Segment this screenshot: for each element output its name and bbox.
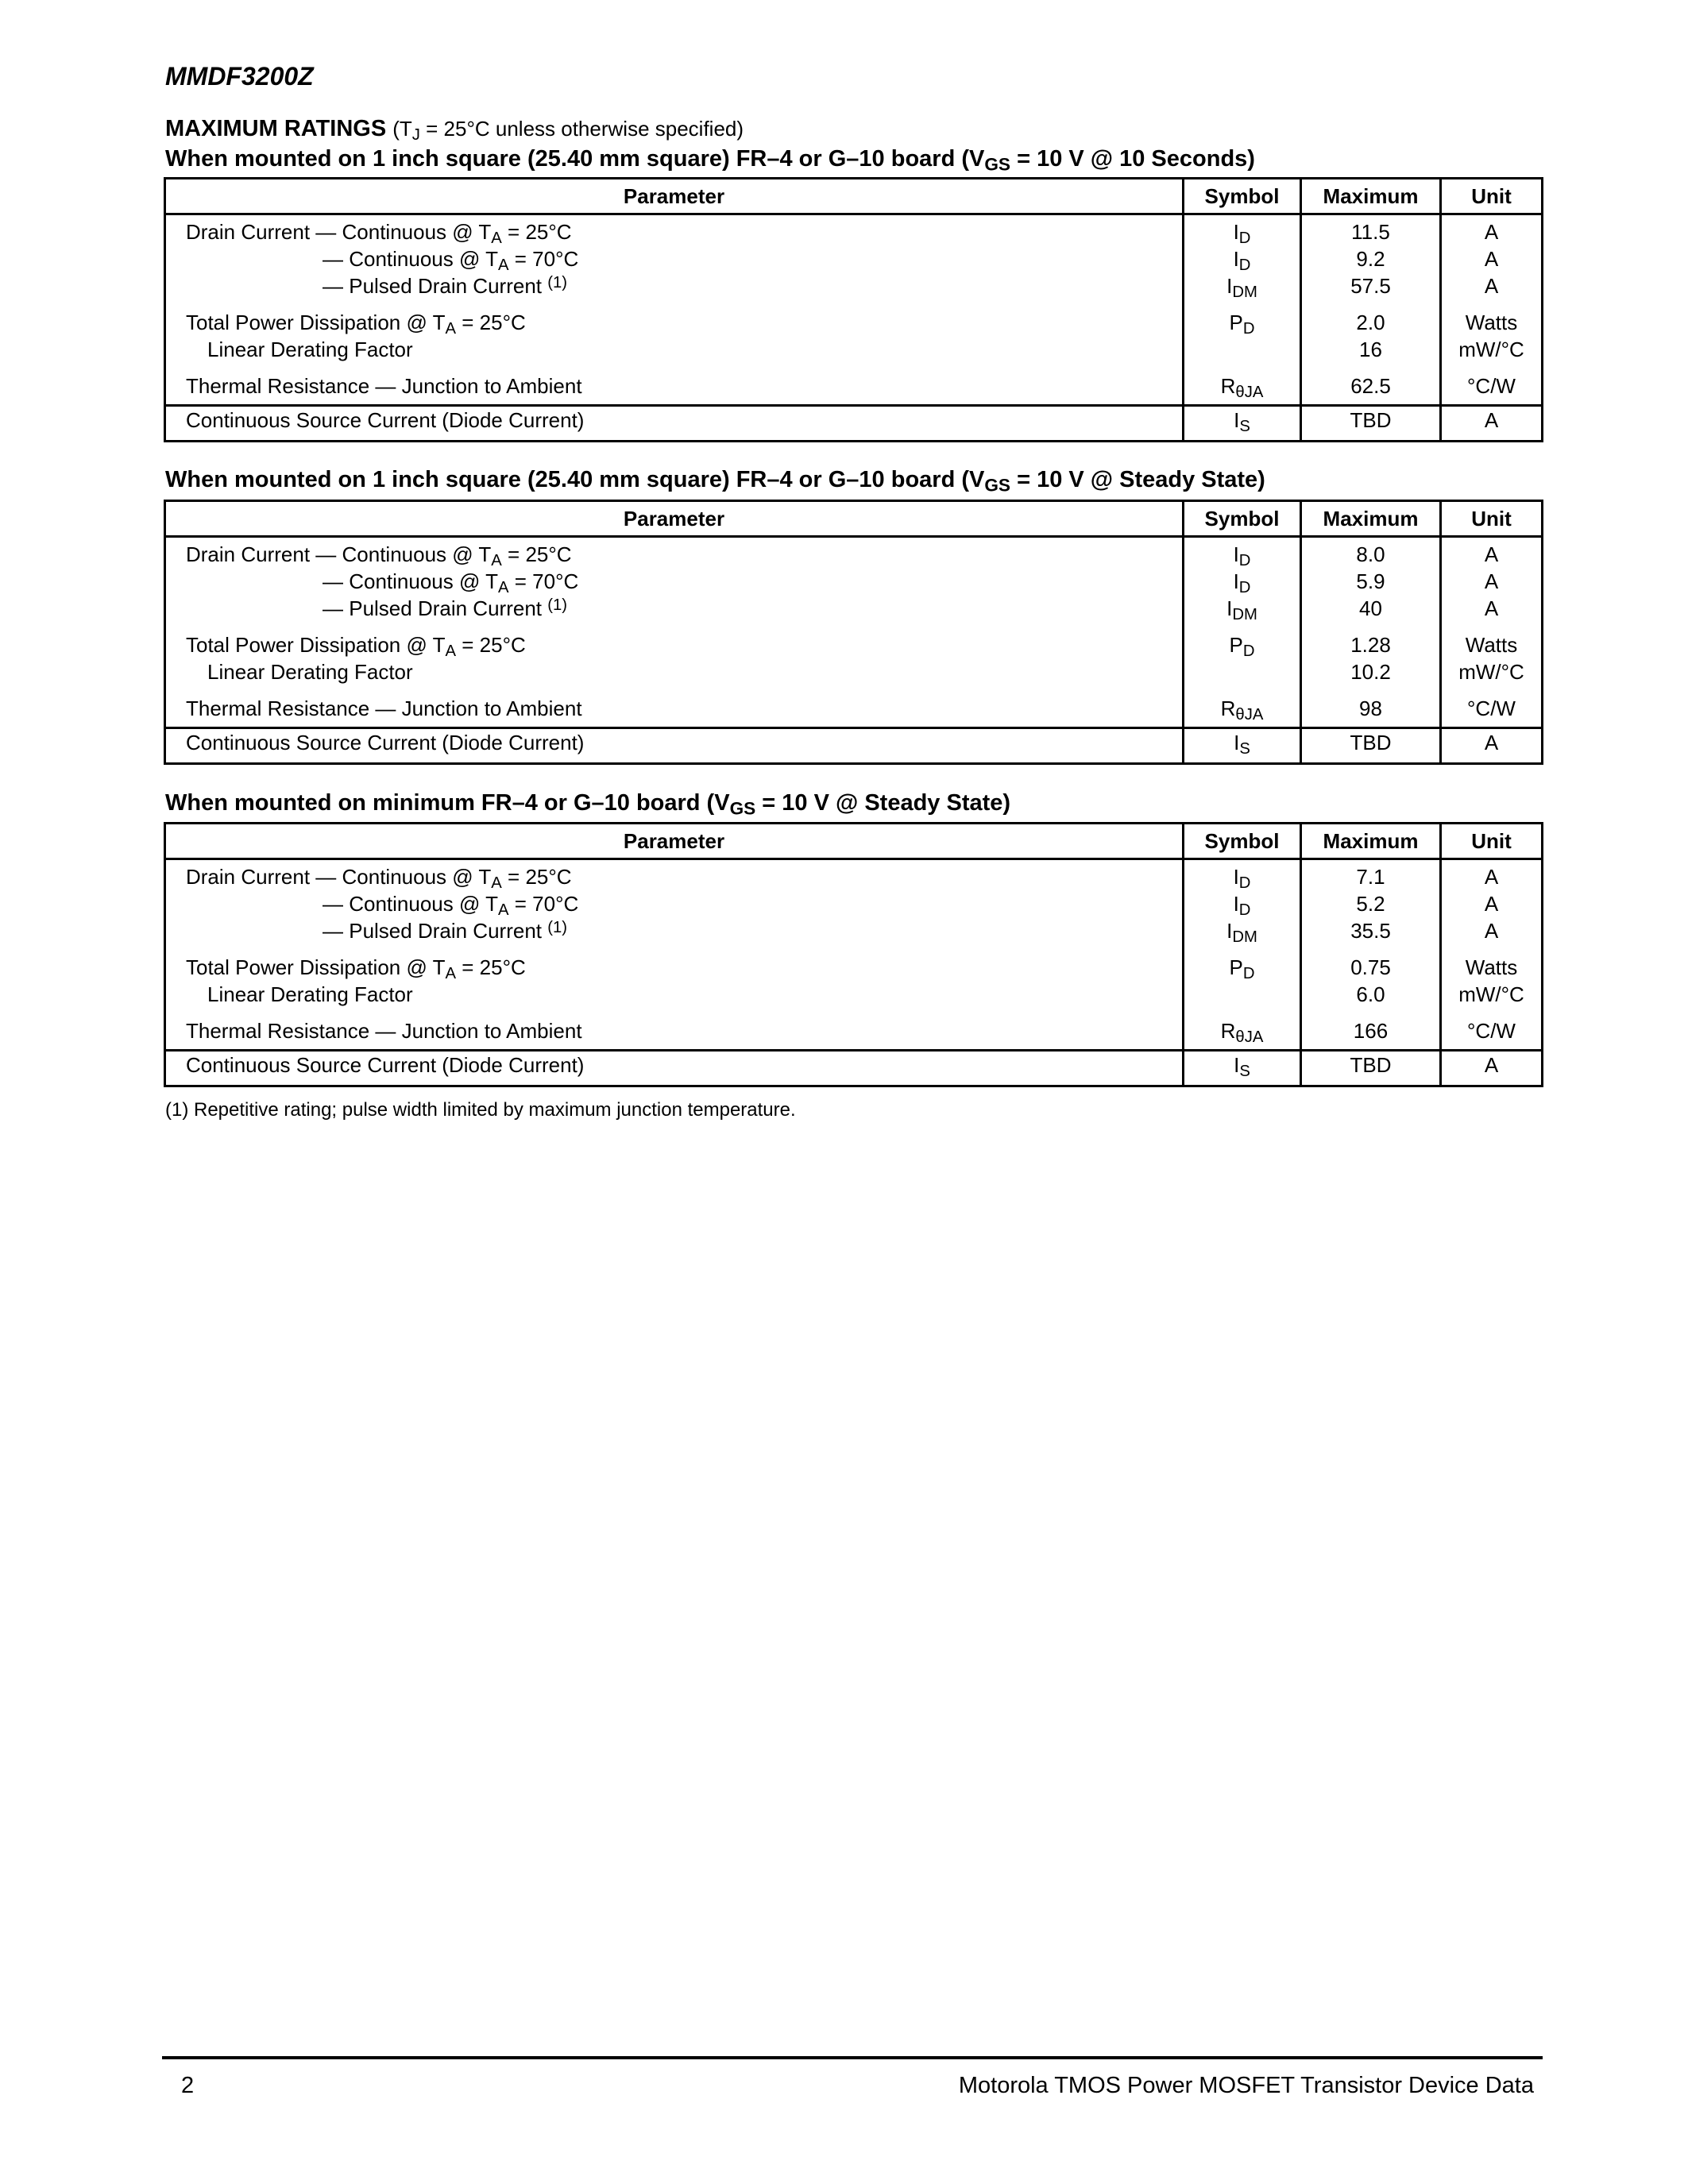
param-derating: Linear Derating Factor — [207, 660, 413, 684]
col-header-unit: Unit — [1441, 179, 1543, 214]
value-id70: 5.2 — [1356, 892, 1385, 916]
unit-derate: mW/°C — [1458, 338, 1524, 361]
value-rth: 98 — [1359, 696, 1382, 720]
table-row — [165, 859, 1543, 1051]
value-rth: 166 — [1353, 1019, 1389, 1043]
symbol-cell — [1184, 728, 1301, 764]
unit-id25: A — [1484, 220, 1499, 244]
symbol-id: $I_D$ — [1233, 220, 1251, 248]
value-id25: 7.1 — [1356, 865, 1385, 889]
param-drain-25: Drain Current — Continuous @ $T_A = 25^\circ C$ — [186, 865, 572, 893]
value-idm: 57.5 — [1350, 274, 1391, 298]
param-thermal: Thermal Resistance — Junction to Ambient — [186, 696, 582, 720]
symbol-idm: $I_{DM}$ — [1226, 274, 1257, 302]
value-idm: 40 — [1359, 596, 1382, 620]
symbol-id: $I_D$ — [1233, 892, 1251, 920]
unit-cell — [1441, 537, 1543, 728]
footnote: (1) Repetitive rating; pulse width limited by maximum junction temperature. — [165, 1099, 796, 1121]
parameter-cell — [165, 728, 1184, 764]
value-is: TBD — [1350, 1053, 1392, 1077]
symbol-cell — [1184, 537, 1301, 728]
unit-is: A — [1484, 731, 1499, 754]
section-title-1: When mounted on 1 inch square (25.40 mm square) FR–4 or G–10 board ($V_{GS} = 10$ V @ 10 Seconds) — [165, 146, 1255, 175]
col-header-maximum: Maximum — [1301, 179, 1441, 214]
unit-id70: A — [1484, 892, 1499, 916]
maximum-cell — [1301, 537, 1441, 728]
parameter-cell — [165, 1051, 1184, 1086]
symbol-id: $I_D$ — [1233, 542, 1251, 570]
maximum-cell — [1301, 214, 1441, 406]
value-rth: 62.5 — [1350, 374, 1391, 398]
unit-id70: A — [1484, 569, 1499, 593]
symbol-pd: $P_D$ — [1229, 955, 1255, 983]
value-idm: 35.5 — [1350, 919, 1391, 943]
page-number: 2 — [181, 2073, 195, 2098]
col-header-parameter: Parameter — [165, 179, 1184, 214]
param-pulsed: — Pulsed Drain Current $^{(1)}$ — [323, 918, 568, 943]
symbol-is: $I_S$ — [1234, 731, 1250, 758]
unit-derate: mW/°C — [1458, 660, 1524, 684]
symbol-cell — [1184, 1051, 1301, 1086]
table-row-source — [165, 728, 1543, 764]
unit-idm: A — [1484, 274, 1499, 298]
table-header-row — [165, 179, 1543, 214]
param-drain-70: — Continuous @ $T_A = 70^\circ C$ — [323, 569, 579, 597]
table-header-row — [165, 501, 1543, 537]
section-title-3: When mounted on minimum FR–4 or G–10 board ($V_{GS} = 10$ V @ Steady State) — [165, 790, 1011, 819]
maximum-cell — [1301, 859, 1441, 1051]
value-derate: 16 — [1359, 338, 1382, 361]
symbol-is: $I_S$ — [1234, 1053, 1250, 1081]
unit-id25: A — [1484, 542, 1499, 566]
unit-id70: A — [1484, 247, 1499, 271]
col-header-maximum: Maximum — [1301, 824, 1441, 859]
symbol-rth: $R_{\theta JA}$ — [1220, 696, 1264, 724]
param-thermal: Thermal Resistance — Junction to Ambient — [186, 1019, 582, 1043]
table-row-source — [165, 406, 1543, 442]
param-source: Continuous Source Current (Diode Current) — [186, 1053, 585, 1077]
parameter-cell — [165, 537, 1184, 728]
value-id70: 5.9 — [1356, 569, 1385, 593]
maximum-cell — [1301, 728, 1441, 764]
value-pd: 2.0 — [1356, 311, 1385, 334]
symbol-pd: $P_D$ — [1229, 633, 1255, 661]
value-pd: 1.28 — [1350, 633, 1391, 657]
unit-id25: A — [1484, 865, 1499, 889]
unit-is: A — [1484, 408, 1499, 432]
symbol-rth: $R_{\theta JA}$ — [1220, 374, 1264, 402]
unit-cell — [1441, 859, 1543, 1051]
parameter-cell — [165, 214, 1184, 406]
parameter-cell — [165, 406, 1184, 442]
footer-divider — [162, 2056, 1543, 2059]
symbol-cell — [1184, 214, 1301, 406]
param-drain-25: Drain Current — Continuous @ $T_A = 25^\circ C$ — [186, 542, 572, 570]
table-row — [165, 214, 1543, 406]
param-drain-25: Drain Current — Continuous @ $T_A = 25^\circ C$ — [186, 220, 572, 248]
col-header-symbol: Symbol — [1184, 179, 1301, 214]
col-header-maximum: Maximum — [1301, 501, 1441, 537]
symbol-idm: $I_{DM}$ — [1226, 596, 1257, 624]
unit-cell — [1441, 728, 1543, 764]
max-ratings-heading — [165, 116, 744, 145]
unit-idm: A — [1484, 919, 1499, 943]
unit-cell — [1441, 214, 1543, 406]
col-header-symbol: Symbol — [1184, 824, 1301, 859]
symbol-id: $I_D$ — [1233, 865, 1251, 893]
col-header-symbol: Symbol — [1184, 501, 1301, 537]
unit-cell — [1441, 406, 1543, 442]
param-drain-70: — Continuous @ $T_A = 70^\circ C$ — [323, 247, 579, 275]
symbol-cell — [1184, 406, 1301, 442]
maximum-cell — [1301, 1051, 1441, 1086]
param-pulsed: — Pulsed Drain Current $^{(1)}$ — [323, 596, 568, 620]
param-derating: Linear Derating Factor — [207, 338, 413, 361]
ratings-table-1 — [164, 177, 1543, 442]
unit-pd: Watts — [1465, 633, 1518, 657]
value-id70: 9.2 — [1356, 247, 1385, 271]
value-is: TBD — [1350, 731, 1392, 754]
symbol-cell — [1184, 859, 1301, 1051]
maximum-cell — [1301, 406, 1441, 442]
col-header-parameter: Parameter — [165, 501, 1184, 537]
param-source: Continuous Source Current (Diode Current) — [186, 408, 585, 432]
unit-pd: Watts — [1465, 311, 1518, 334]
value-id25: 8.0 — [1356, 542, 1385, 566]
symbol-rth: $R_{\theta JA}$ — [1220, 1019, 1264, 1047]
parameter-cell — [165, 859, 1184, 1051]
part-number: MMDF3200Z — [165, 62, 314, 91]
ratings-table-3 — [164, 822, 1543, 1087]
table-row-source — [165, 1051, 1543, 1086]
param-power: Total Power Dissipation @ $T_A = 25^\circ C$ — [186, 633, 526, 661]
col-header-unit: Unit — [1441, 824, 1543, 859]
symbol-id: $I_D$ — [1233, 569, 1251, 597]
param-drain-70: — Continuous @ $T_A = 70^\circ C$ — [323, 892, 579, 920]
unit-derate: mW/°C — [1458, 982, 1524, 1006]
value-derate: 10.2 — [1350, 660, 1391, 684]
symbol-idm: $I_{DM}$ — [1226, 919, 1257, 947]
ratings-table-2 — [164, 500, 1543, 765]
value-pd: 0.75 — [1350, 955, 1391, 979]
col-header-unit: Unit — [1441, 501, 1543, 537]
symbol-id: $I_D$ — [1233, 247, 1251, 275]
max-ratings-condition: ($T_J = 25^\circ C$ unless otherwise specified) — [392, 117, 744, 145]
param-pulsed: — Pulsed Drain Current $^{(1)}$ — [323, 273, 568, 298]
unit-idm: A — [1484, 596, 1499, 620]
symbol-pd: $P_D$ — [1229, 311, 1255, 338]
table-header-row — [165, 824, 1543, 859]
max-ratings-label: MAXIMUM RATINGS — [165, 116, 387, 141]
value-id25: 11.5 — [1351, 220, 1390, 244]
unit-rth: °C/W — [1467, 696, 1516, 720]
unit-is: A — [1484, 1053, 1499, 1077]
footer-publication: Motorola TMOS Power MOSFET Transistor Device Data — [958, 2073, 1534, 2098]
col-header-parameter: Parameter — [165, 824, 1184, 859]
unit-pd: Watts — [1465, 955, 1518, 979]
unit-rth: °C/W — [1467, 374, 1516, 398]
unit-rth: °C/W — [1467, 1019, 1516, 1043]
section-title-2: When mounted on 1 inch square (25.40 mm square) FR–4 or G–10 board ($V_{GS} = 10$ V @ Steady State) — [165, 467, 1265, 496]
param-derating: Linear Derating Factor — [207, 982, 413, 1006]
value-is: TBD — [1350, 408, 1392, 432]
param-thermal: Thermal Resistance — Junction to Ambient — [186, 374, 582, 398]
unit-cell — [1441, 1051, 1543, 1086]
table-row — [165, 537, 1543, 728]
param-power: Total Power Dissipation @ $T_A = 25^\circ C$ — [186, 955, 526, 983]
value-derate: 6.0 — [1356, 982, 1385, 1006]
param-source: Continuous Source Current (Diode Current) — [186, 731, 585, 754]
symbol-is: $I_S$ — [1234, 408, 1250, 436]
param-power: Total Power Dissipation @ $T_A = 25^\circ C$ — [186, 311, 526, 338]
